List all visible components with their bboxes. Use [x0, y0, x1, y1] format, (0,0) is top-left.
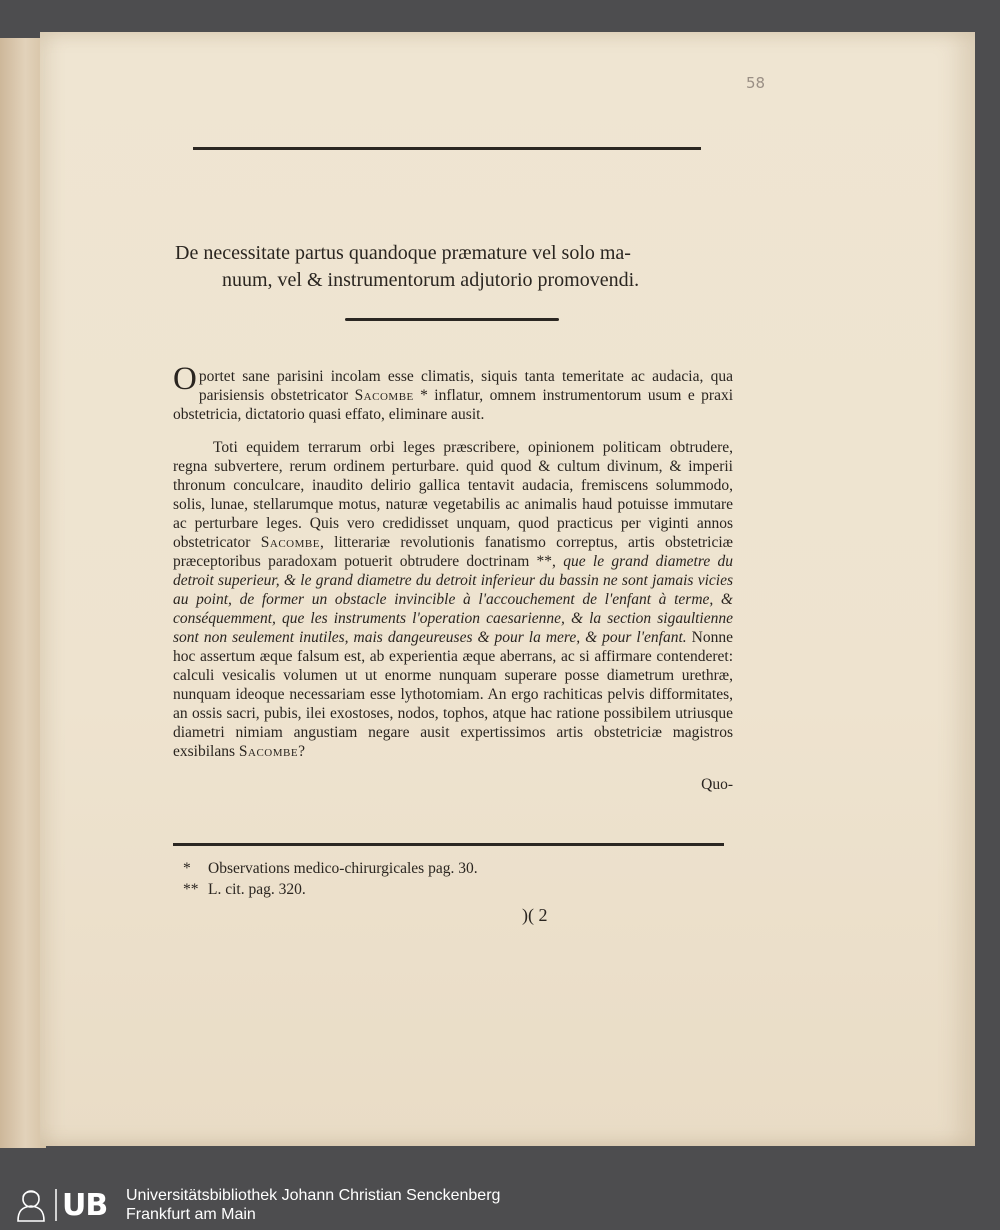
title-line-1: De necessitate partus quandoque præmature vel solo ma-	[175, 242, 631, 264]
footnote-marker: **	[183, 881, 199, 898]
paragraph-2: Toti equidem terrarum orbi leges præscribere, opinionem politicam obtrudere, regna subvertere, rerum ordinem perturbare. quid quod & cultum divinum, & imperii thronum conculcare, inaudito delirio gallica tentavit audacia, fremiscens solummodo, solis, lunae, stellarumque motus, naturæ vegetabilis ac animalis haud potuisse immutare ac perturbare leges. Quis vero credidisset unquam, quod practicus per viginti annos obstetricator Sacombe, litterariæ revolutionis fanatismo correptus, artis obstetriciæ præceptoribus paradoxam potuerit obtrudere doctrinam **, que le grand diametre du detroit superieur, & le grand diametre du detroit inferieur du bassin ne sont jamais vicies au point, de former un obstacle invincible à l'accouchement de l'enfant à terme, & conséquemment, que les instruments l'operation caesarienne, & la section sigaultienne sont non seulement inutiles, mais dangeureuses & pour la mere, & pour l'enfant. Nonne hoc assertum æque falsum est, ab experientia æque aberrans, ac si affirmare contenderet: calculi vesicalis volumen ut ut enorme nunquam superare posse diametrum urethræ, nunquam ideoque necessariam esse lythotomiam. An ergo rachiticas pelvis difformitates, an ossis sacri, pubis, ilei exostoses, nodos, tophos, atque hac ratione possibilem utriusque diametri nimiam angustiam negare ausit expertissimos artis obstetriciæ magistros exsibilans Sacombe?	[173, 439, 734, 760]
footnote-2	[183, 881, 306, 899]
library-name	[126, 1186, 500, 1224]
footnote-1	[183, 860, 478, 878]
footnote-text: Observations medico-chirurgicales pag. 30.	[208, 860, 478, 877]
title-line-2: nuum, vel & instrumentorum adjutorio promovendi.	[222, 269, 640, 291]
footnote-rule	[173, 843, 724, 846]
book-page	[40, 32, 975, 1146]
title-divider-rule	[345, 318, 559, 321]
catchword: Quo-	[701, 776, 733, 793]
senckenberg-portrait-icon	[4, 1187, 58, 1223]
drop-cap: O	[173, 361, 197, 397]
footnote-marker: *	[183, 860, 191, 877]
library-name-line-2: Frankfurt am Main	[126, 1206, 256, 1223]
french-quotation: que le grand diametre du detroit superieur, & le grand diametre du detroit inferieur du bassin ne sont jamais vicies au point, de former un obstacle invincible à l'accouchement de l'enfant à terme, & conséquemment, que les instruments l'operation caesarienne, & la section sigaultienne sont non seulement inutiles, mais dangeureuses & pour la mere, & pour l'enfant.	[173, 553, 733, 646]
author-name: Sacombe	[238, 743, 299, 760]
top-ornamental-rule	[193, 147, 701, 150]
author-name: Sacombe	[354, 387, 414, 404]
ub-logo-text: UB	[62, 1187, 108, 1223]
body-text	[173, 361, 734, 794]
library-footer	[0, 1180, 1000, 1230]
library-name-line-1: Universitätsbibliothek Johann Christian Senckenberg	[126, 1187, 501, 1204]
signature-mark: )( 2	[522, 905, 548, 925]
paragraph-1: Oportet sane parisini incolam esse climatis, siquis tanta temeritate ac audacia, qua parisiensis obstetricator Sacombe * inflatur, omnem instrumentorum usum e praxi obstetricia, dictatorio quasi effato, eliminare ausit.	[173, 361, 734, 423]
footnote-text: L. cit. pag. 320.	[208, 881, 306, 898]
ub-logo	[4, 1186, 118, 1224]
author-name: Sacombe	[260, 534, 320, 551]
pencil-page-number: 58	[746, 74, 766, 92]
chapter-title	[175, 240, 735, 294]
